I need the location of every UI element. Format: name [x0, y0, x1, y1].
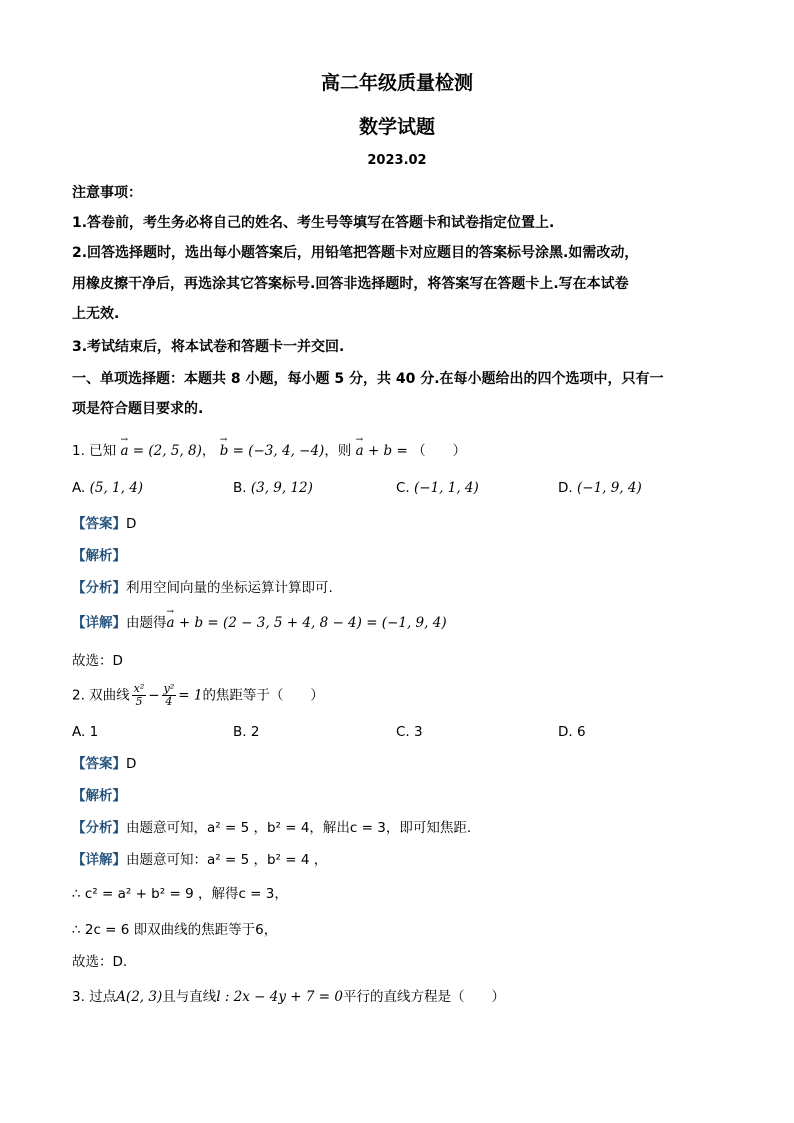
q1-prefix: 1. 已知 — [72, 443, 117, 459]
q2-option-c: C. 3 — [396, 724, 423, 740]
q1-detail: 【详解】由题得→ a + b = (2 − 3, 5 + 4, 8 − 4) = (−1, 9, 4) — [72, 613, 722, 633]
q1-vec-b: → b = (−3, 4, −4) — [220, 441, 325, 461]
q2-frac-x: $\frac{\text{x²}}{5}$ — [133, 682, 145, 708]
question-3: 3. 过点A(2, 3)且与直线l : 2x − 4y + 7 = 0平行的直线方程是（ ） — [72, 989, 505, 1005]
exam-subject: 数学试题 — [358, 116, 435, 138]
notice-item-2c: 上无效. — [72, 306, 120, 322]
q1-tail: = （ ） — [396, 443, 467, 459]
q2-fenxi: 【分析】由题意可知，a² = 5 ，b² = 4，解出c = 3，即可知焦距. — [72, 820, 472, 836]
q2-frac-y: $\frac{\text{y²}}{4}$ — [163, 682, 175, 708]
notice-heading: 注意事项： — [72, 185, 142, 201]
q1-fenxi: 【分析】利用空间向量的坐标运算计算即可. — [72, 580, 333, 596]
question-2: 2. 双曲线 $\frac{\text{x²}}{5}$ − $\frac{\text{y²}}{4}$ = 1的焦距等于（ ） — [72, 682, 324, 708]
notice-item-2a: 2.回答选择题时，选出每小题答案后，用铅笔把答题卡对应题目的答案标号涂黑.如需改动， — [72, 245, 639, 261]
notice-item-3: 3.考试结束后，将本试卷和答题卡一并交回. — [72, 339, 345, 355]
q1-option-d: D. (−1, 9, 4) — [558, 480, 642, 496]
q2-analysis-tag: 【解析】 — [72, 788, 126, 804]
question-1: 1. 已知 → a = (2, 5, 8)， → b = (−3, 4, −4)，则 → a + b = （ ） — [72, 441, 722, 461]
q1-vec-a: → a = (2, 5, 8) — [120, 441, 201, 461]
exam-date: 2023.02 — [367, 153, 427, 168]
section1-heading-b: 项是符合题目要求的. — [72, 401, 204, 417]
q2-step-2: ∴ 2c = 6 即双曲线的焦距等于6， — [72, 922, 278, 938]
q2-option-d: D. 6 — [558, 724, 586, 740]
q2-step-1: ∴ c² = a² + b² = 9 ，解得c = 3， — [72, 886, 288, 902]
exam-title: 高二年级质量检测 — [320, 72, 473, 94]
q1-option-a: A. (5, 1, 4) — [72, 480, 144, 496]
q1-analysis-tag: 【解析】 — [72, 548, 126, 564]
q2-detail: 【详解】由题意可知：a² = 5 ，b² = 4 ， — [72, 852, 328, 868]
notice-item-1: 1.答卷前，考生务必将自己的姓名、考生号等填写在答题卡和试卷指定位置上. — [72, 215, 555, 231]
q1-option-c: C. (−1, 1, 4) — [396, 480, 479, 496]
q1-ask: ，则 — [324, 443, 352, 459]
q2-option-b: B. 2 — [233, 724, 260, 740]
q1-answer: 【答案】D — [72, 516, 137, 532]
q1-option-b: B. (3, 9, 12) — [233, 480, 313, 496]
q2-option-a: A. 1 — [72, 724, 99, 740]
section1-heading-a: 一、单项选择题：本题共 8 小题，每小题 5 分，共 40 分.在每小题给出的四个选项中，只有一 — [72, 371, 664, 387]
q2-answer: 【答案】D — [72, 756, 137, 772]
q1-expr: → a + b — [356, 441, 393, 461]
q2-choose: 故选：D. — [72, 954, 128, 970]
notice-item-2b: 用橡皮擦干净后，再选涂其它答案标号.回答非选择题时，将答案写在答题卡上.写在本试卷 — [72, 276, 629, 292]
q1-choose: 故选：D — [72, 653, 123, 669]
